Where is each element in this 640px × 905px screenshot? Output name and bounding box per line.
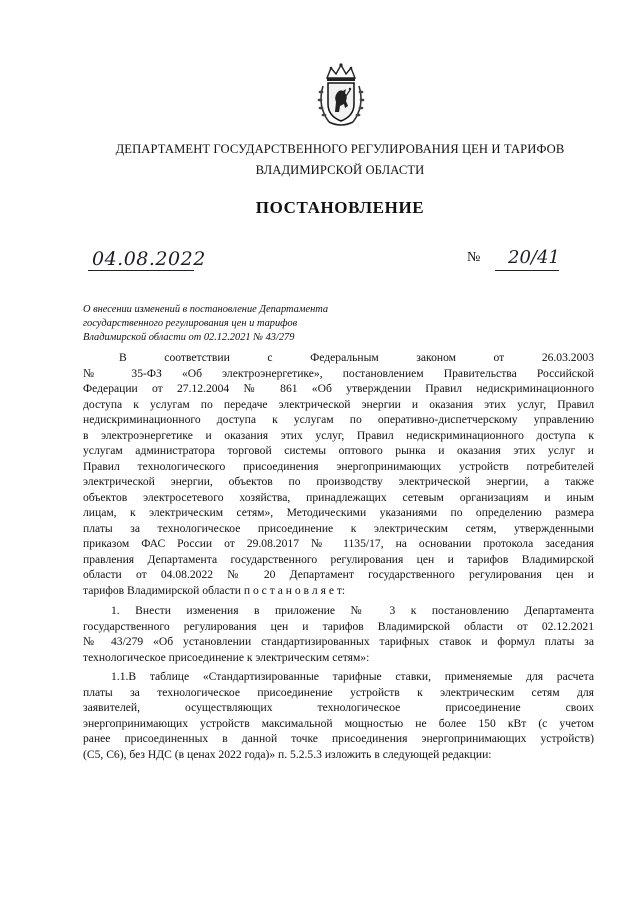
- text-line: В соответствии с Федеральным законом от 26.03.2003: [119, 351, 594, 364]
- text-line: электрической энергии, объектов по производству электрической энергии, а также: [83, 475, 594, 488]
- paragraph-item-1: [83, 603, 594, 665]
- text-line: 1. Внести изменения в приложение № 3 к постановлению Департамента: [111, 604, 594, 617]
- text-line: 1.1.В таблице «Стандартизированные тарифные ставки, применяемые для расчета: [111, 670, 594, 683]
- text-line: лицам, к электрическим сетям», Методическими указаниями по определению размера: [83, 506, 594, 519]
- text-line: платы за технологическое присоединение устройств к электрическим сетям для: [83, 685, 594, 699]
- text-line: № 43/279 «Об установлении стандартизированных тарифных ставок и формул платы за: [83, 635, 594, 648]
- text-line: тарифов Владимирской области п о с т а н о в л я е т:: [83, 583, 346, 597]
- coat-of-arms-emblem: [315, 62, 367, 130]
- document-date: 04.08.2022: [92, 248, 206, 270]
- number-label: [467, 250, 480, 266]
- department-name-line1: ДЕПАРТАМЕНТ ГОСУДАРСТВЕННОГО РЕГУЛИРОВАНИЯ ЦЕН И ТАРИФОВ: [115, 142, 565, 156]
- document-title: ПОСТАНОВЛЕНИЕ: [255, 198, 425, 217]
- text-line: энергопринимающих устройств максимальной мощностью не более 150 кВт (с учетом: [83, 716, 594, 730]
- text-line: Федерации от 27.12.2004 № 861 «Об утверждении Правил недискриминационного: [83, 382, 594, 395]
- text-line: услугам администратора торговой системы оптового рынка и оказания этих услуг и: [83, 444, 594, 457]
- subject-line: О внесении изменений в постановление Департамента: [83, 304, 329, 315]
- document-subject: [83, 303, 403, 345]
- text-line: Правил технологического присоединения энергопринимающих устройств потребителей: [83, 459, 594, 473]
- text-line: технологическое присоединение к электрическим сетям»:: [83, 650, 370, 664]
- text-line: недискриминационного доступа к услугам по оперативно-диспетчерскому управлению: [83, 413, 594, 426]
- date-underline: [88, 270, 194, 271]
- text-line: доступа к услугам по передаче электрической энергии и оказания этих услуг, Правил: [83, 397, 594, 411]
- text-line: ранее присоединенных в данной точке присоединения энергопринимающих устройств): [83, 732, 594, 745]
- text-line: государственного регулирования цен и тарифов Владимирской области от 02.12.2021: [83, 619, 594, 633]
- paragraph-preamble: [83, 350, 594, 598]
- text-line: (С5, С6), без НДС (в ценах 2022 года)» п. 5.2.5.3 изложить в следующей редакции:: [83, 747, 492, 761]
- text-line: объектов электросетевого хозяйства, принадлежащих сетевым организациям и иным: [83, 490, 594, 504]
- text-line: платы за технологическое присоединение к электрическим сетям, утвержденными: [83, 521, 594, 535]
- text-line: в электроэнергетике и оказания этих услуг, Правил недискриминационного доступа к: [83, 428, 594, 442]
- text-line: заявителей, осуществляющих технологическое присоединение своих: [83, 701, 594, 714]
- document-number: 20/41: [508, 247, 560, 268]
- number-underline: [495, 270, 559, 271]
- text-line: № 35-ФЗ «Об электроэнергетике», постановлением Правительства Российской: [83, 366, 594, 380]
- subject-line: государственного регулирования цен и тарифов: [83, 318, 298, 329]
- department-name-line2: ВЛАДИМИРСКОЙ ОБЛАСТИ: [255, 163, 425, 177]
- paragraph-item-1-1: [83, 669, 594, 762]
- subject-line: Владимирской области от 02.12.2021 № 43/279: [83, 332, 295, 343]
- text-line: правления Департамента государственного регулирования цен и тарифов Владимирской: [83, 552, 594, 566]
- text-line: области от 04.08.2022 № 20 Департамент государственного регулирования цен и: [83, 568, 594, 581]
- text-line: приказом ФАС России от 29.08.2017 № 1135/17, на основании протокола заседания: [83, 537, 594, 550]
- number-sign: №: [467, 250, 481, 265]
